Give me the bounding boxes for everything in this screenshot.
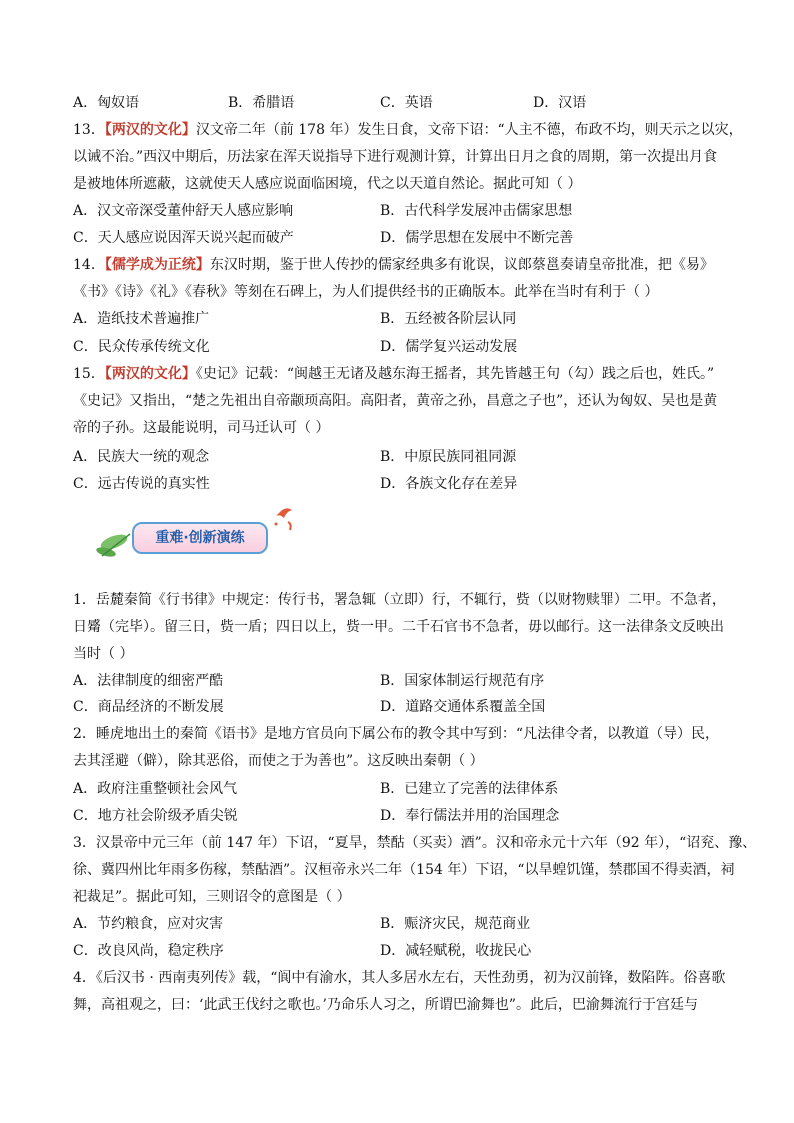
p4-line-1: 4．《后汉书 · 西南夷列传》载，“阆中有渝水，其人多居水左右，天性劲勇，初为汉前锋，数陷阵。俗喜歌 [73,970,726,986]
option-b: B．赈济灾民，规范商业 [380,916,531,932]
q14-line-2: 《书》《诗》《礼》《春秋》等刻在石碑上，为人们提供经书的正确版本。此举在当时有利于（ ） [73,284,659,300]
q13-line-1: 13．【两汉的文化】汉文帝二年（前 178 年）发生日食，文帝下诏：“人主不德，布政不均，则天示之以灾， [73,122,743,138]
topic-tag: 【两汉的文化】 [104,122,196,138]
p3-line-3: 祀裁足”。据此可知，三则诏令的意图是（ ） [73,889,351,905]
question-number: 13． [73,122,105,138]
q14-line-1: 14．【儒学成为正统】东汉时期，鉴于世人传抄的儒家经典多有讹误，议郎蔡邕奏请皇帝批准，把《易》 [73,257,714,273]
option-d: D．奉行儒法并用的治国理念 [380,808,560,824]
option-b: B．古代科学发展冲击儒家思想 [380,203,573,219]
p3-options-row-1 [73,914,723,934]
p3-line-1: 3．汉景帝中元三年（前 147 年）下诏，“夏旱，禁酤（买卖）酒”。汉和帝永元十六年（92 年），“诏兖、豫、 [73,835,757,851]
p2-options-row-2 [73,806,723,826]
option-c: C．改良风尚，稳定秩序 [73,943,224,959]
p2-line-2: 去其淫避（僻），除其恶俗，而使之于为善也”。这反映出秦朝（ ） [73,753,484,769]
p1-options-row-1 [73,671,723,691]
option-d: D．儒学思想在发展中不断完善 [380,230,574,246]
q13-line-2: 以诫不治。”西汉中期后，历法家在浑天说指导下进行观测计算，计算出日月之食的周期，第一次提出月食 [73,149,718,165]
option-b: B．已建立了完善的法律体系 [380,781,559,797]
option-c: C．地方社会阶级矛盾尖锐 [73,808,238,824]
q15-line-1: 15．【两汉的文化】《史记》记载：“闽越王无诸及越东海王摇者，其先皆越王句（勾）践之后也，姓氏。” [73,366,715,382]
option-b: B．五经被各阶层认同 [380,311,517,327]
option-c: C．英语 [380,95,433,111]
section-title: 重难·创新演练 [132,522,268,554]
option-d: D．汉语 [533,95,587,111]
q13-options-row-2 [73,228,723,248]
topic-tag: 【两汉的文化】 [104,366,196,382]
q14-options-row-2 [73,337,723,357]
p1-line-2: 日觱（完毕）。留三日，赀一盾；四日以上，赀一甲。二千石官书不急者，毋以邮行。这一法律条文反映出 [73,619,724,635]
question-number: 15． [73,366,105,382]
option-c: C．远古传说的真实性 [73,476,210,492]
option-d: D．减轻赋税，收拢民心 [380,943,532,959]
p2-options-row-1 [73,779,723,799]
q13-line-3: 是被地体所遮蔽，这就使天人感应说面临困境，代之以天道自然论。据此可知（ ） [73,176,582,192]
p3-options-row-2 [73,941,723,961]
p2-line-1: 2．睡虎地出土的秦简《语书》是地方官员向下属公布的教令其中写到：“凡法律令者，以教道（导）民， [73,726,720,742]
option-a: A．节约粮食，应对灾害 [73,916,224,932]
q15-line-2: 《史记》又指出，“楚之先祖出自帝颛顼高阳。高阳者，黄帝之孙，昌意之子也”，还认为匈奴、吴也是黄 [73,393,718,409]
q15-line-3: 帝的子孙。这最能说明，司马迁认可（ ） [73,420,330,436]
option-d: D．各族文化存在差异 [380,476,518,492]
option-a: A．民族大一统的观念 [73,449,210,465]
q14-options-row-1 [73,309,723,329]
p1-line-1: 1．岳麓秦简《行书律》中规定：传行书，署急辄（立即）行，不辄行，赀（以财物赎罪）二甲。不急者， [73,592,726,608]
p3-line-2: 徐、冀四州比年雨多伤稼，禁酤酒”。汉桓帝永兴二年（154 年）下诏，“以旱蝗饥馑，禁郡国不得卖酒，祠 [73,862,735,878]
topic-tag: 【儒学成为正统】 [104,257,210,273]
option-a: A．汉文帝深受董仲舒天人感应影响 [73,203,294,219]
option-d: D．儒学复兴运动发展 [380,339,518,355]
q13-options-row-1 [73,201,723,221]
option-a: A．政府注重整顿社会风气 [73,781,238,797]
option-b: B．中原民族同祖同源 [380,449,517,465]
option-b: B．希腊语 [228,95,295,111]
question-number: 14． [73,257,105,273]
option-d: D．道路交通体系覆盖全国 [380,699,546,715]
option-b: B．国家体制运行规范有序 [380,673,545,689]
prev-question-options [73,93,723,113]
q15-options-row-1 [73,447,723,467]
q15-options-row-2 [73,474,723,494]
option-c: C．天人感应说因浑天说兴起而破产 [73,230,294,246]
section-banner [92,504,302,560]
option-a: A．法律制度的细密严酷 [73,673,224,689]
option-c: C．民众传承传统文化 [73,339,210,355]
option-a: A．造纸技术普遍推广 [73,311,210,327]
option-a: A．匈奴语 [73,95,140,111]
p1-line-3: 当时（ ） [73,646,134,662]
p1-options-row-2 [73,697,723,717]
option-c: C．商品经济的不断发展 [73,699,224,715]
p4-line-2: 舞，高祖观之，曰：‘此武王伐纣之歌也。’乃命乐人习之，所谓巴渝舞也”。此后，巴渝舞流行于宫廷与 [73,997,699,1013]
